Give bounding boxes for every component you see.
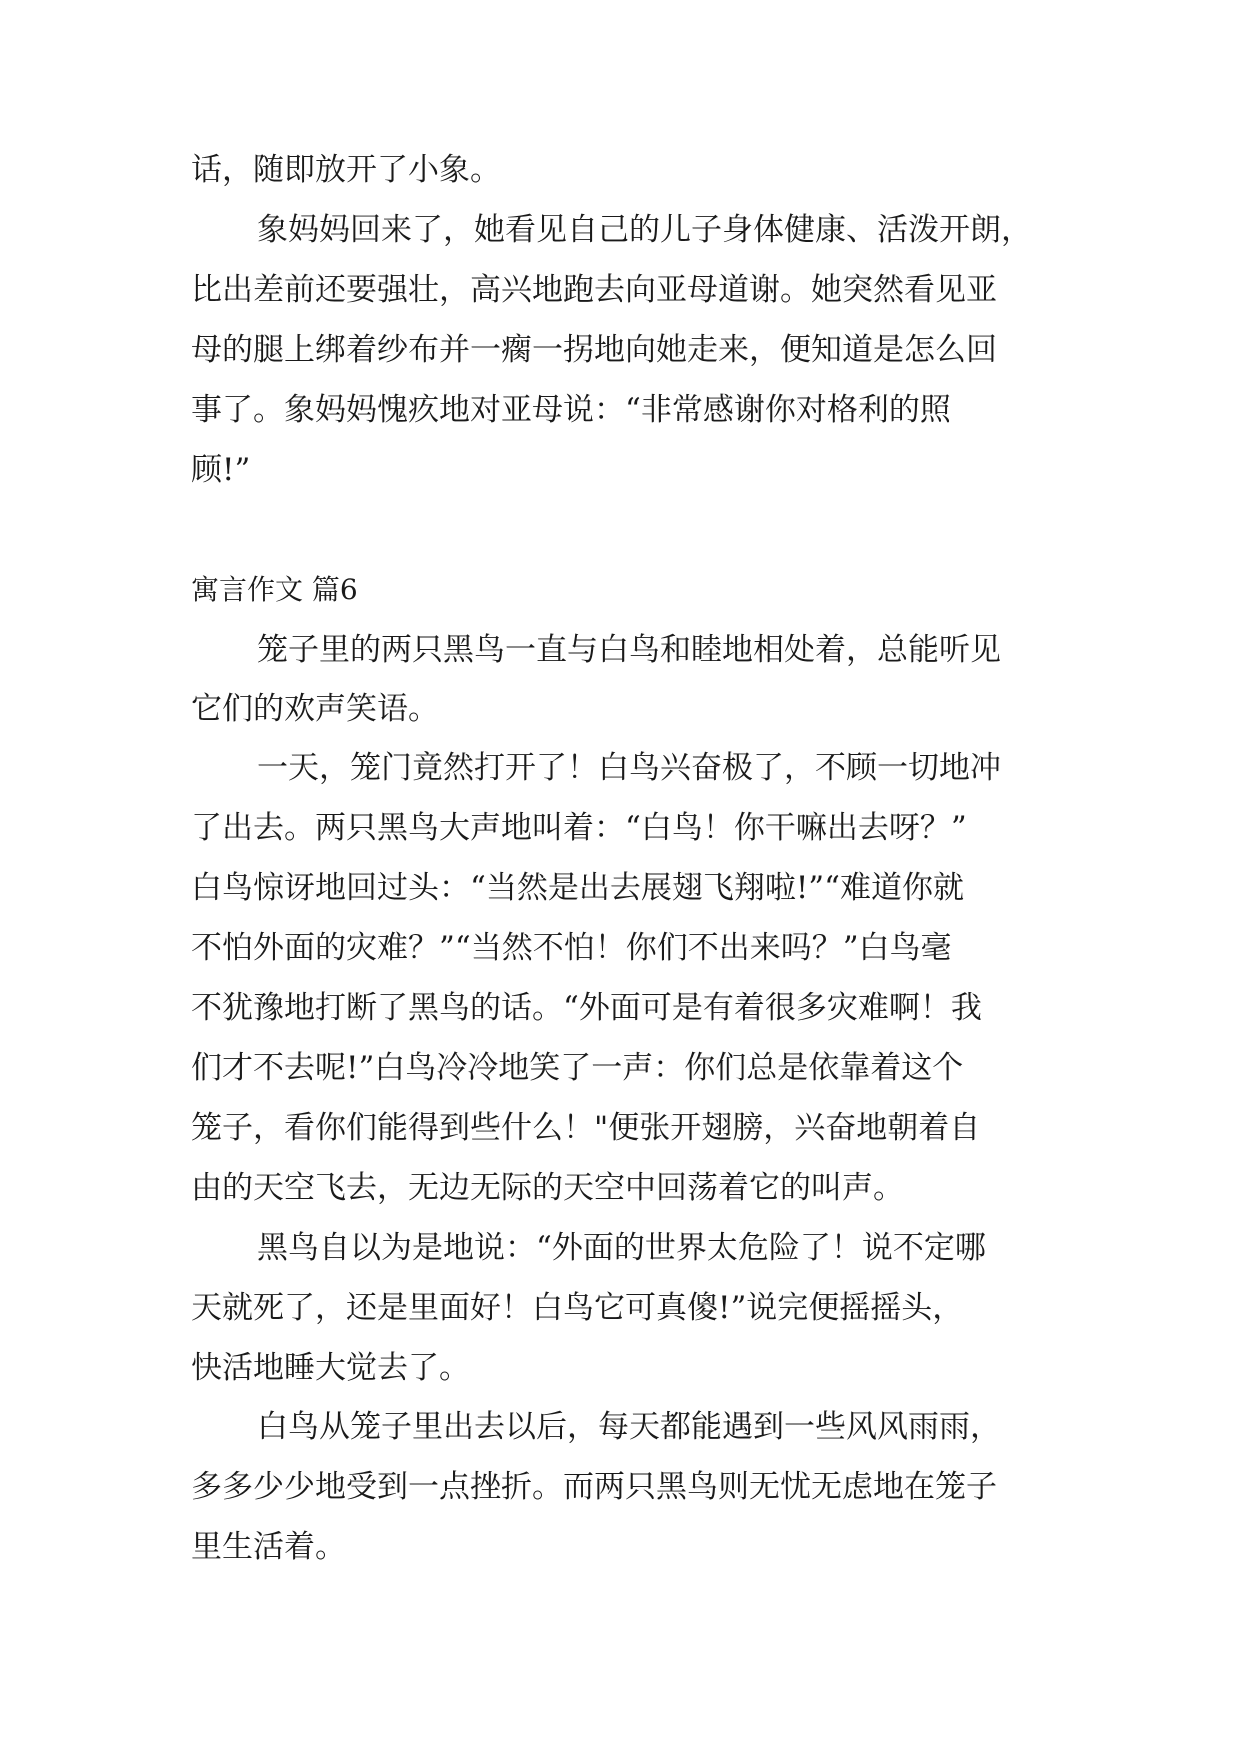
paragraph-line: 多多少少地受到一点挫折。而两只黑鸟则无忧无虑地在笼子 xyxy=(191,1469,997,1505)
paragraph-line: 象妈妈回来了，她看见自己的儿子身体健康、活泼开朗， xyxy=(257,212,1032,248)
paragraph-line: 不怕外面的灾难？”“当然不怕！你们不出来吗？”白鸟毫 xyxy=(191,930,952,966)
paragraph-line: 事了。象妈妈愧疚地对亚母说：“非常感谢你对格利的照 xyxy=(191,392,951,428)
section-heading: 寓言作文 篇6 xyxy=(191,573,358,606)
paragraph-line: 白鸟从笼子里出去以后，每天都能遇到一些风风雨雨， xyxy=(257,1409,1001,1445)
paragraph-line: 们才不去呢!”白鸟冷冷地笑了一声：你们总是依靠着这个 xyxy=(191,1050,964,1086)
paragraph-line: 笼子里的两只黑鸟一直与白鸟和睦地相处着，总能听见 xyxy=(257,632,1001,668)
paragraph-line: 里生活着。 xyxy=(191,1529,346,1565)
paragraph-line: 快活地睡大觉去了。 xyxy=(191,1350,470,1386)
paragraph-line: 白鸟惊讶地回过头：“当然是出去展翅飞翔啦!”“难道你就 xyxy=(191,870,964,906)
paragraph-line: 了出去。两只黑鸟大声地叫着：“白鸟！你干嘛出去呀？” xyxy=(191,810,967,846)
paragraph-line: 母的腿上绑着纱布并一瘸一拐地向她走来，便知道是怎么回 xyxy=(191,332,997,368)
paragraph-line: 一天，笼门竟然打开了！白鸟兴奋极了，不顾一切地冲 xyxy=(257,750,1001,786)
paragraph-line: 顾!” xyxy=(191,452,251,488)
paragraph-line: 笼子，看你们能得到些什么！"便张开翅膀，兴奋地朝着自 xyxy=(191,1110,981,1146)
paragraph-line: 黑鸟自以为是地说：“外面的世界太危险了！说不定哪 xyxy=(257,1230,986,1266)
paragraph-line: 不犹豫地打断了黑鸟的话。“外面可是有着很多灾难啊！我 xyxy=(191,990,982,1026)
paragraph-line: 天就死了，还是里面好！白鸟它可真傻!”说完便摇摇头， xyxy=(191,1290,964,1326)
paragraph-line: 它们的欢声笑语。 xyxy=(191,691,439,727)
paragraph-line: 话，随即放开了小象。 xyxy=(191,152,501,188)
paragraph-line: 比出差前还要强壮，高兴地跑去向亚母道谢。她突然看见亚 xyxy=(191,272,997,308)
paragraph-line: 由的天空飞去，无边无际的天空中回荡着它的叫声。 xyxy=(191,1170,904,1206)
